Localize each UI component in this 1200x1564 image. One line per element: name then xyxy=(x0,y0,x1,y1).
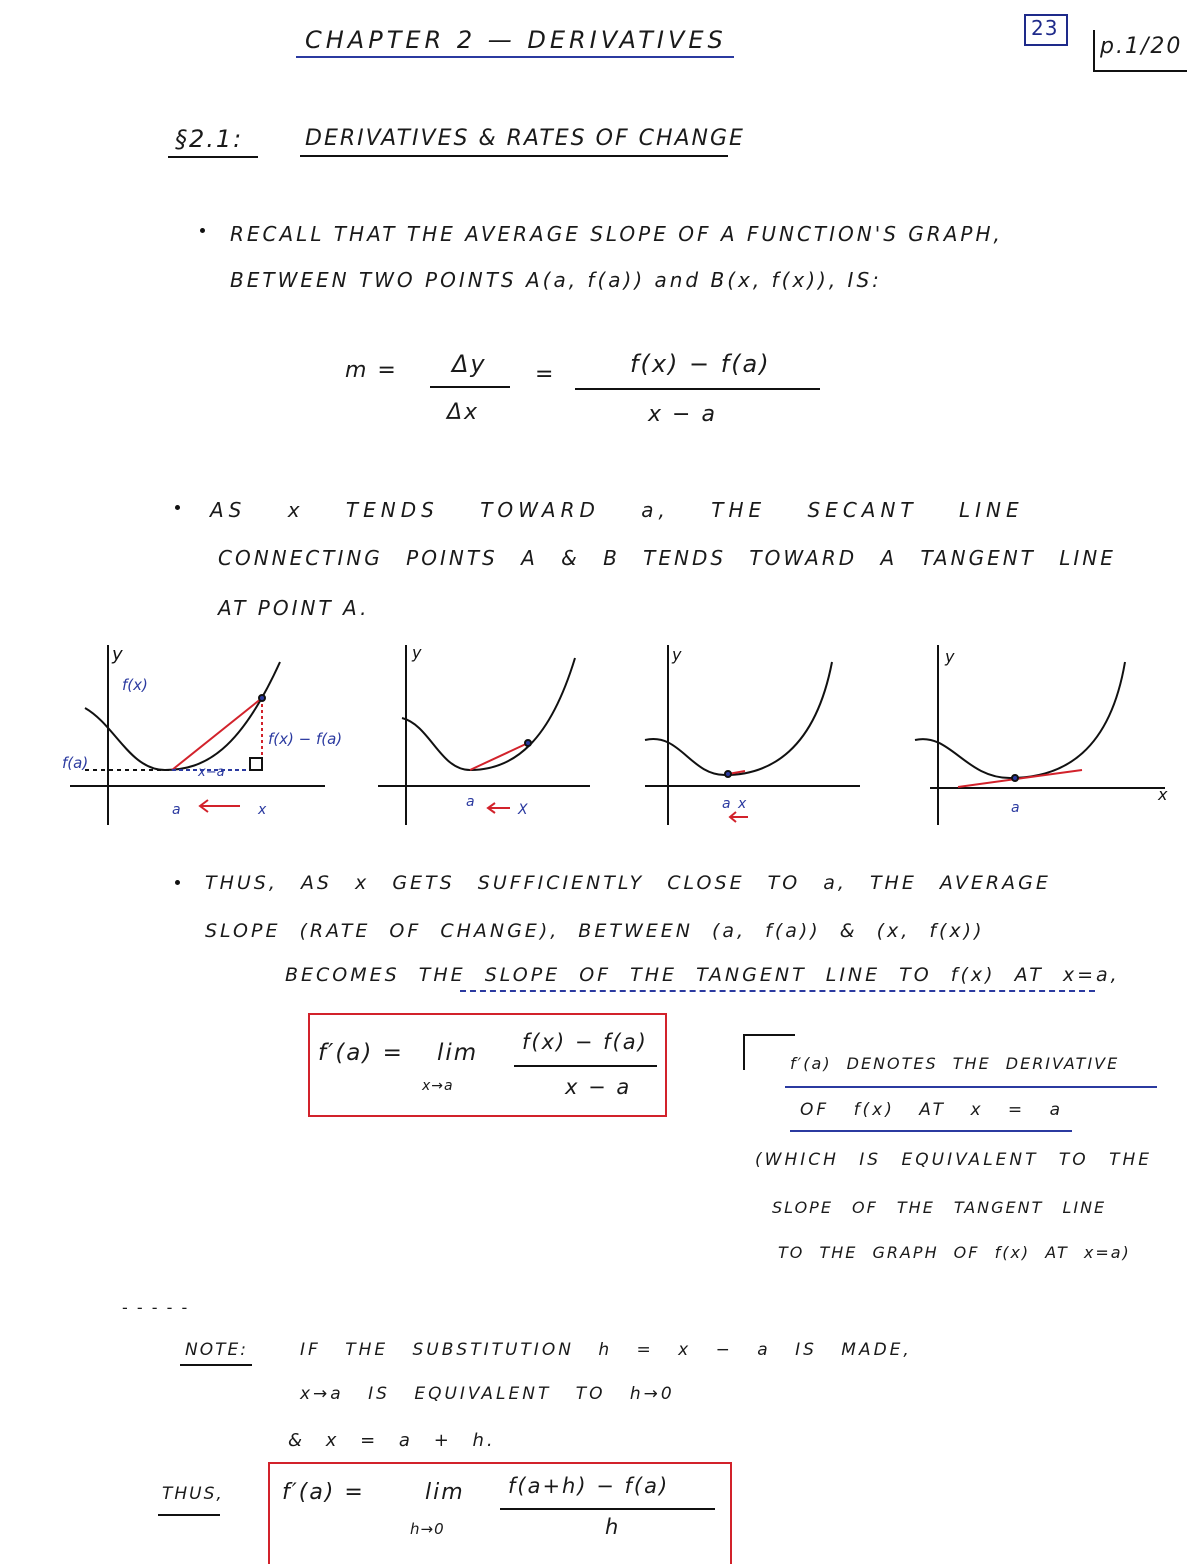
def1-lhs: f′(a) = xyxy=(318,1040,404,1066)
graph-2-curve xyxy=(402,658,575,770)
eq1-equals: = xyxy=(535,362,556,387)
para2-line3: AT POINT A. xyxy=(218,596,370,620)
graph-1-right-angle xyxy=(250,758,262,770)
graph-4-curve xyxy=(915,662,1125,778)
para3-line1: THUS, AS x GETS SUFFICIENTLY CLOSE TO a, THE AVERAGE xyxy=(205,872,1051,894)
def2-lim: lim xyxy=(425,1480,465,1505)
def1-lim-sub: x→a xyxy=(422,1078,454,1094)
graph-1-run-label: x−a xyxy=(198,765,225,780)
sidenote-underline-1 xyxy=(785,1086,1157,1088)
graph-4-tangent xyxy=(958,770,1082,787)
def2-den: h xyxy=(605,1515,621,1539)
bullet xyxy=(175,880,180,885)
graph-4-point-a xyxy=(1012,775,1018,781)
note-line2: x→a IS EQUIVALENT TO h→0 xyxy=(300,1384,675,1404)
graph-1-curve xyxy=(85,662,280,770)
graph-1-diff-label: f(x) − f(a) xyxy=(268,730,343,748)
def2-num: f(a+h) − f(a) xyxy=(508,1474,670,1498)
def1-den: x − a xyxy=(565,1075,632,1099)
graph-1-x-label: x xyxy=(258,802,267,818)
graph-2-x-label: X xyxy=(518,802,528,818)
graph-2-point-b xyxy=(525,740,531,746)
graph-1-fa-label: f(a) xyxy=(62,754,89,772)
def2-frac-line xyxy=(500,1508,715,1510)
para2-line2: CONNECTING POINTS A & B TENDS TOWARD A TANGENT LINE xyxy=(218,546,1116,570)
graph-2-a-label: a xyxy=(466,794,475,810)
eq1-frac-line-1 xyxy=(430,386,510,388)
section-number: §2.1: xyxy=(175,125,244,153)
graph-2 xyxy=(378,645,590,825)
graph-4-y-label: y xyxy=(945,647,955,666)
thus-label: THUS, xyxy=(162,1484,224,1504)
sidenote-line5: TO THE GRAPH OF f(x) AT x=a) xyxy=(778,1243,1131,1262)
graph-4 xyxy=(915,645,1165,825)
graph-4-a-label: a xyxy=(1011,800,1020,816)
eq1-lhs: m = xyxy=(345,358,398,383)
graph-1-fx-label: f(x) xyxy=(122,676,148,694)
sidenote-line2: OF f(x) AT x = a xyxy=(800,1100,1063,1120)
eq1-den2: x − a xyxy=(648,402,717,427)
thus-underline xyxy=(158,1514,220,1516)
graph-1-y-label: y xyxy=(112,644,123,665)
note-line3: & x = a + h. xyxy=(288,1430,496,1451)
graph-2-y-label: y xyxy=(412,643,422,662)
page-reference: p.1/20 xyxy=(1100,34,1183,59)
eq1-num2: f(x) − f(a) xyxy=(630,350,771,378)
def1-lim: lim xyxy=(437,1040,479,1066)
note-label: NOTE: xyxy=(185,1340,248,1360)
graph-3-curve xyxy=(645,662,832,775)
graph-3-a-label: a xyxy=(722,796,731,812)
para3-line3: BECOMES THE SLOPE OF THE TANGENT LINE TO f(x) AT x=a, xyxy=(285,964,1120,986)
chapter-title: CHAPTER 2 — DERIVATIVES xyxy=(305,26,727,54)
section-number-underline xyxy=(168,156,258,158)
page-reference-bracket xyxy=(1093,30,1187,72)
sidenote-line3: (WHICH IS EQUIVALENT TO THE xyxy=(755,1150,1152,1170)
def2-lim-sub: h→0 xyxy=(410,1520,445,1538)
def1-num: f(x) − f(a) xyxy=(522,1030,648,1054)
section-title-underline xyxy=(300,155,728,157)
graph-3-x-label: x xyxy=(738,796,747,812)
para1-line1: RECALL THAT THE AVERAGE SLOPE OF A FUNCTION'S GRAPH, xyxy=(230,222,1003,246)
eq1-frac-line-2 xyxy=(575,388,820,390)
graph-1-secant xyxy=(172,698,262,770)
chapter-title-underline xyxy=(296,56,734,58)
sidenote-underline-2 xyxy=(790,1130,1072,1132)
note-label-underline xyxy=(180,1364,252,1366)
graph-3 xyxy=(645,645,860,825)
sidenote-line4: SLOPE OF THE TANGENT LINE xyxy=(772,1198,1107,1217)
note-dashes: - - - - - xyxy=(122,1298,190,1317)
graph-4-x-label: x xyxy=(1158,785,1168,804)
graph-figures xyxy=(0,640,1200,840)
tangent-phrase-underline xyxy=(460,990,1095,992)
graph-3-y-label: y xyxy=(672,645,682,664)
eq1-den1: Δx xyxy=(447,400,480,425)
sidenote-line1: f′(a) DENOTES THE DERIVATIVE xyxy=(790,1054,1120,1073)
bullet xyxy=(175,505,180,510)
bullet xyxy=(200,228,205,233)
graph-1-a-label: a xyxy=(172,802,181,818)
graph-1-point-b xyxy=(259,695,265,701)
eq1-num1: Δy xyxy=(452,350,487,378)
para3-line2: SLOPE (RATE OF CHANGE), BETWEEN (a, f(a)) & (x, f(x)) xyxy=(205,920,985,942)
para1-line2: BETWEEN TWO POINTS A(a, f(a)) and B(x, f(x)), IS: xyxy=(230,268,882,292)
def2-lhs: f′(a) = xyxy=(282,1480,365,1505)
sidenote-corner xyxy=(743,1034,795,1070)
graph-3-point-a xyxy=(725,771,731,777)
para2-line1: AS x TENDS TOWARD a, THE SECANT LINE xyxy=(210,498,1024,522)
page-number: 23 xyxy=(1031,16,1059,40)
section-title: DERIVATIVES & RATES OF CHANGE xyxy=(305,126,745,151)
def1-frac-line xyxy=(514,1065,657,1067)
note-line1: IF THE SUBSTITUTION h = x − a IS MADE, xyxy=(300,1340,912,1360)
